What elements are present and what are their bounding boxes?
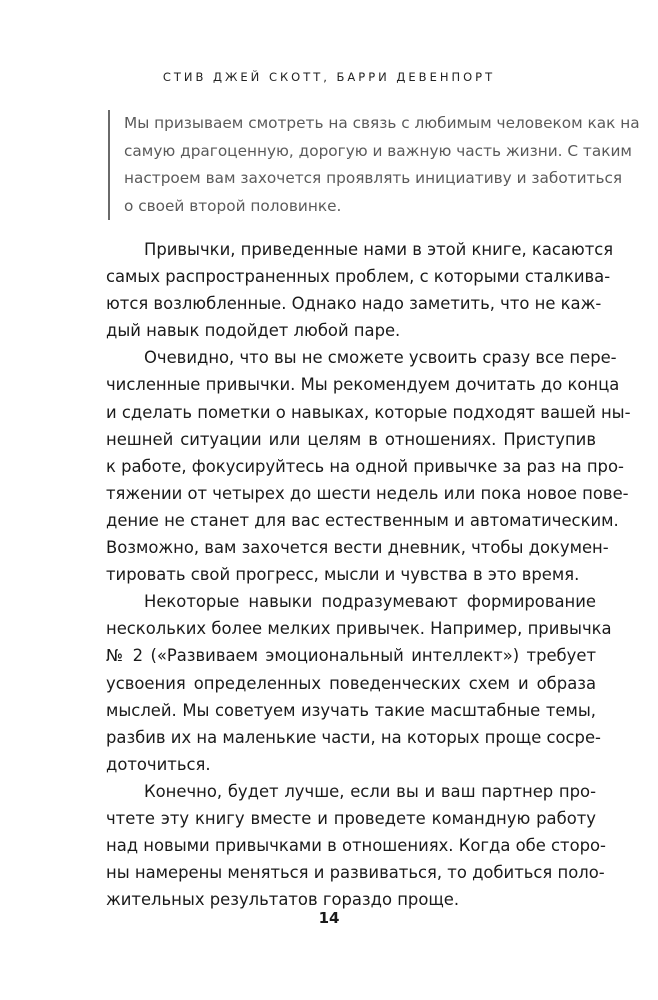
text-line: доточиться.: [106, 754, 211, 774]
body-text: [106, 236, 631, 913]
text-line: разбив их на маленькие части, на которых проще сосре-: [106, 727, 601, 747]
text-line: Очевидно, что вы не сможете усвоить сразу все пере-: [144, 348, 617, 368]
text-line: над новыми привычками в отношениях. Когда обе сторо-: [106, 836, 606, 856]
text-line: нешней ситуации или целям в отношениях. Приступив: [106, 429, 596, 449]
text-line: ны намерены меняться и развиваться, то добиться поло-: [106, 863, 605, 883]
pull-quote: [108, 110, 640, 220]
text-line: Возможно, вам захочется вести дневник, чтобы докумен-: [106, 538, 609, 558]
text-line: Привычки, приведенные нами в этой книге, касаются: [144, 240, 614, 259]
text-line: усвоения определенных поведенческих схем и образа: [106, 673, 596, 693]
quote-line: самую драгоценную, дорогую и важную часть жизни. С таким: [124, 141, 632, 160]
text-line: и сделать пометки о навыках, которые подходят вашей ны-: [106, 402, 631, 422]
text-line: Конечно, будет лучше, если вы и ваш партнер про-: [144, 781, 596, 801]
text-line: № 2 («Развиваем эмоциональный интеллект») требует: [106, 646, 596, 666]
page-number: 14: [318, 909, 340, 927]
running-head: СТИВ ДЖЕЙ СКОТТ, БАРРИ ДЕВЕНПОРТ: [162, 70, 496, 84]
text-line: чтете эту книгу вместе и проведете командную работу: [106, 808, 596, 828]
text-line: жительных результатов гораздо проще.: [106, 890, 460, 910]
text-line: дый навык подойдет любой паре.: [106, 321, 401, 341]
quote-line: о своей второй половинке.: [124, 196, 342, 215]
text-line: Некоторые навыки подразумевают формирование: [144, 592, 596, 612]
text-line: дение не станет для вас естественным и автоматическим.: [106, 510, 619, 530]
paragraph-2: [106, 344, 631, 588]
text-line: самых распространенных проблем, с которыми сталкива-: [106, 267, 611, 287]
quote-line: Мы призываем смотреть на связь с любимым человеком как на: [124, 114, 640, 132]
text-line: мыслей. Мы советуем изучать такие масштабные темы,: [106, 700, 596, 720]
paragraph-4: [106, 778, 606, 913]
text-line: численные привычки. Мы рекомендуем дочитать до конца: [106, 375, 620, 395]
quote-line: настроем вам захочется проявлять инициативу и заботиться: [124, 169, 623, 187]
text-line: тировать свой прогресс, мысли и чувства в это время.: [106, 565, 580, 585]
paragraph-3: [106, 588, 612, 778]
paragraph-1: [106, 236, 614, 344]
text-line: тяжении от четырех до шести недель или пока новое пове-: [106, 483, 629, 503]
text-line: нескольких более мелких привычек. Например, привычка: [106, 619, 612, 639]
text-line: к работе, фокусируйтесь на одной привычке за раз на про-: [106, 456, 624, 476]
text-line: ются возлюбленные. Однако надо заметить, что не каж-: [106, 294, 602, 314]
